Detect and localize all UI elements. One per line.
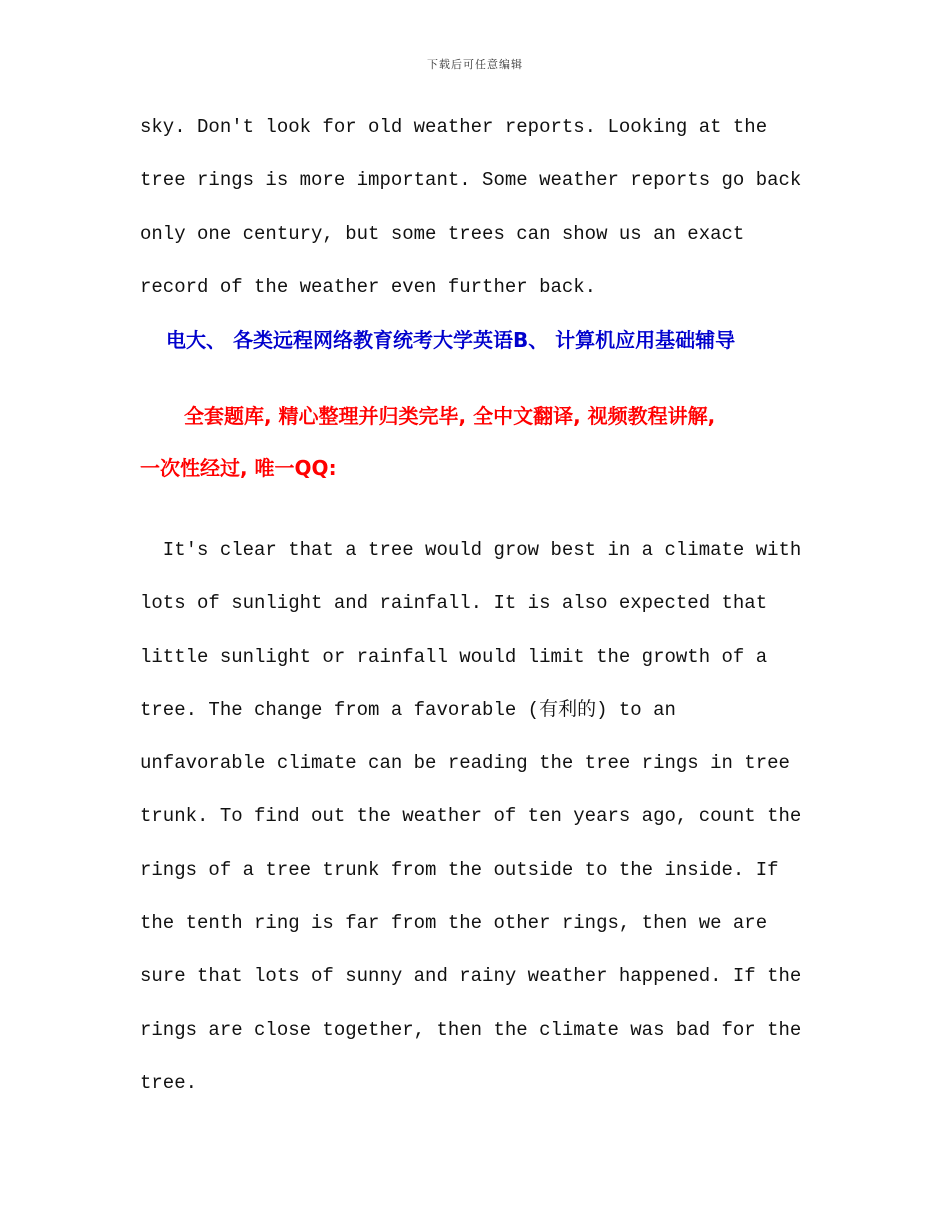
text-line: record of the weather even further back. bbox=[140, 275, 597, 298]
text-line: trunk. To find out the weather of ten years ago, count the bbox=[140, 805, 802, 828]
text-line: little sunlight or rainfall would limit the growth of a bbox=[140, 645, 768, 668]
paragraph-2 bbox=[140, 524, 820, 1110]
text-line: tree. The change from a favorable (有利的) to an bbox=[140, 698, 676, 721]
paragraph-1 bbox=[140, 101, 820, 314]
page-header: 下载后可任意编辑 bbox=[427, 58, 523, 71]
text-line: sky. Don't look for old weather reports. Looking at the bbox=[140, 116, 768, 138]
ad-blue-line: 电大、 各类远程网络教育统考大学英语B、 计算机应用基础辅导 bbox=[166, 328, 736, 352]
ad-red-line-1: 全套题库, 精心整理并归类完毕, 全中文翻译, 视频教程讲解, bbox=[184, 404, 716, 428]
text-line: tree rings is more important. Some weather reports go back bbox=[140, 169, 802, 192]
text-line: It's clear that a tree would grow best in a climate with bbox=[140, 539, 802, 561]
text-line: lots of sunlight and rainfall. It is also expected that bbox=[140, 592, 768, 615]
text-line: tree. bbox=[140, 1071, 198, 1094]
text-line: unfavorable climate can be reading the tree rings in tree bbox=[140, 752, 790, 775]
text-line: sure that lots of sunny and rainy weather happened. If the bbox=[140, 965, 802, 988]
text-line: rings are close together, then the climate was bad for the bbox=[140, 1018, 802, 1041]
text-line: the tenth ring is far from the other rings, then we are bbox=[140, 912, 768, 935]
text-line: only one century, but some trees can show us an exact bbox=[140, 222, 745, 245]
text-line: rings of a tree trunk from the outside to the inside. If bbox=[140, 858, 779, 881]
ad-red-line-2: 一次性经过, 唯一QQ: bbox=[140, 456, 337, 480]
